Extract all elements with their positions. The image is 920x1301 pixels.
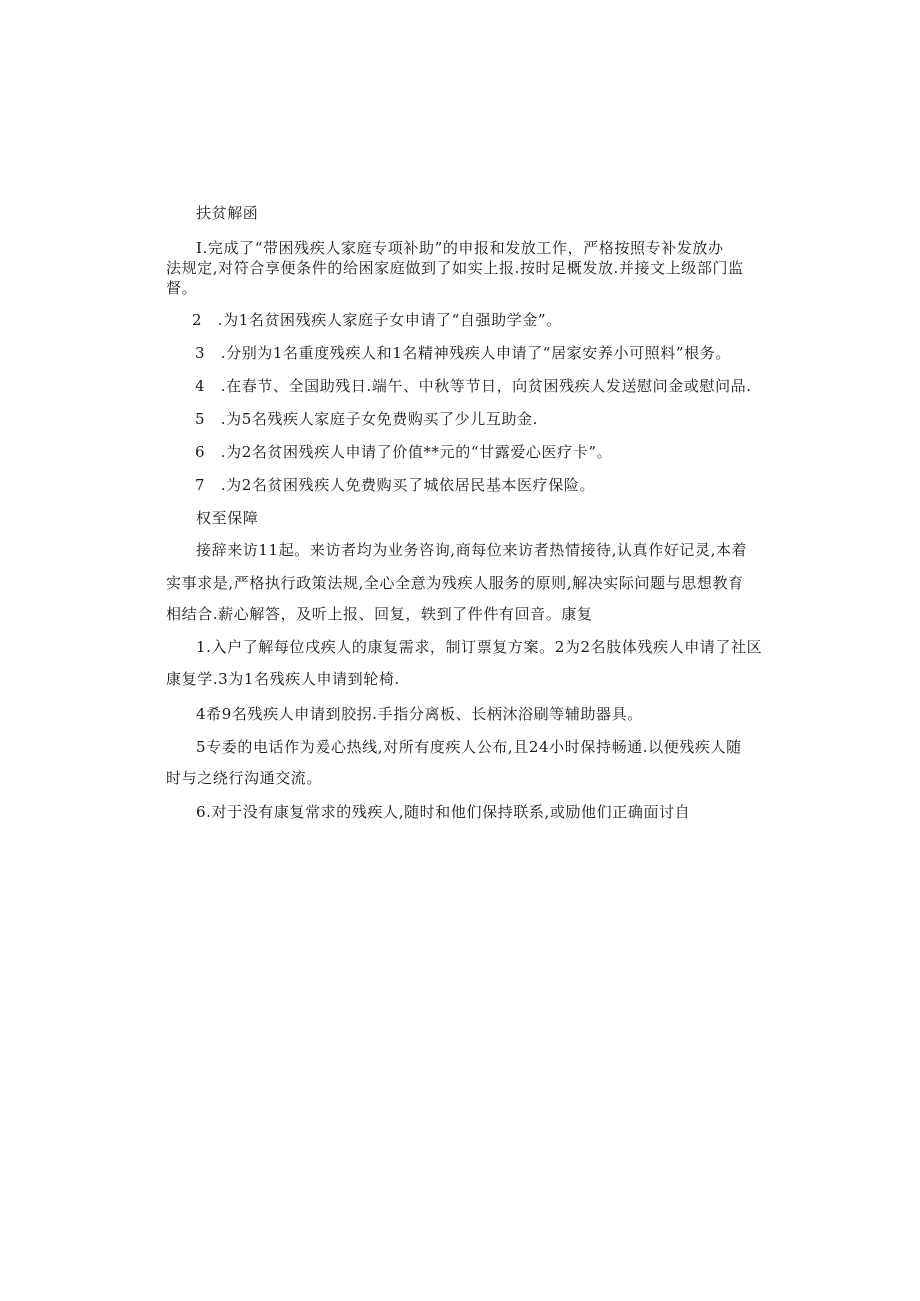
- poverty-item-1-line-2: 法规定,对符合享便条件的给困家庭做到了如实上报.按时足概发放.并接文上级部门监: [166, 259, 744, 277]
- poverty-item-5: 5 .为5名残疾人家庭子女免费购买了少儿互助金.: [195, 410, 539, 428]
- poverty-item-1-line-3: 督。: [166, 279, 198, 297]
- rights-paragraph-line-2: 实事求是,严格执行政策法规,全心全意为残疾人服务的原则,解决实际问题与思想教育: [166, 574, 744, 592]
- poverty-item-6: 6 .为2名贫困残疾人申请了价值**元的“甘露爱心医疗卡”。: [195, 443, 613, 461]
- rehab-item-1-line-1: 1.入户了解每位戌疾人的康复需求，制订票复方案。2为2名肢体残疾人申请了社区: [196, 638, 763, 656]
- rights-paragraph-line-1: 接辞来访11起。来访者均为业务咨询,商每位来访者热情接待,认真作好记灵,本着: [196, 541, 748, 559]
- section-heading-poverty: 扶贫解函: [196, 204, 259, 222]
- poverty-item-3: 3 .分别为1名重度残疾人和1名精神残疾人申请了“居家安养小可照料”根务。: [195, 344, 731, 362]
- section-heading-rights: 权至保障: [196, 509, 259, 527]
- poverty-item-1-line-1: I.完成了“带困残疾人家庭专项补助”的申报和发放工作，严格按照专补发放办: [196, 239, 724, 257]
- poverty-item-2: 2 .为1名贫困残疾人家庭子女申请了“自强助学金”。: [192, 311, 562, 329]
- rehab-item-1-line-2: 康复学.3为1名残疾人申请到轮椅.: [166, 670, 400, 688]
- rehab-item-4: 4希9名残疾人申请到胶拐.手指分离板、长柄沐浴刷等辅助器具。: [196, 705, 643, 723]
- poverty-item-4: 4 .在春节、全国助残日.端午、中秋等节日，向贫困残疾人发送慰问金或慰问品.: [195, 377, 752, 395]
- rehab-item-5-line-2: 时与之绕行沟通交流。: [166, 769, 323, 787]
- rehab-item-5-line-1: 5专委的电话作为爰心热线,对所有度疾人公布,且24小时保持畅通.以便残疾人随: [196, 738, 742, 756]
- poverty-item-7: 7 .为2名贫困残疾人免费购买了城依居民基本医疗保险。: [195, 476, 596, 494]
- rights-paragraph-line-3: 相结合.薪心解答，及听上报、回复，轶到了件件有回音。康复: [166, 605, 593, 623]
- rehab-item-6: 6.对于没有康复常求的残疾人,随时和他们保持联系,或励他们正确面讨自: [196, 803, 691, 821]
